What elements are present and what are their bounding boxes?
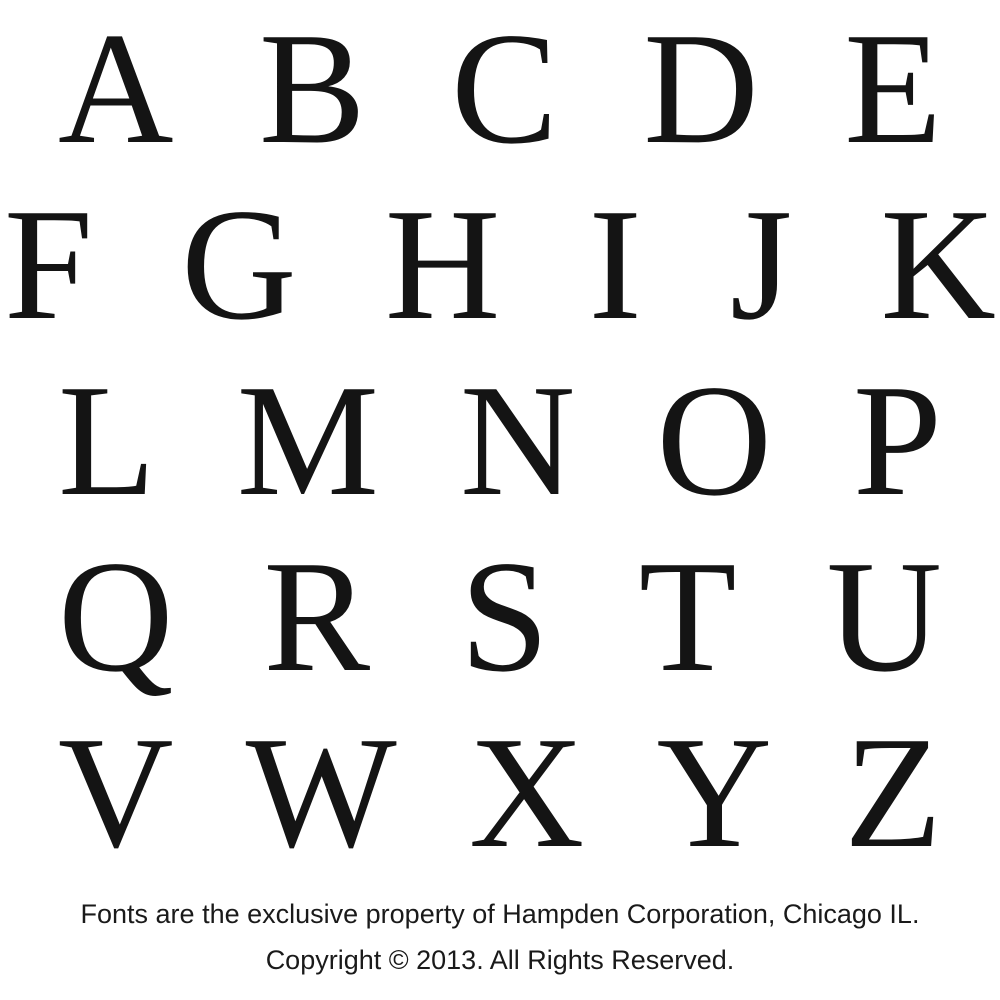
letter-E: E (844, 0, 942, 177)
letter-row-2 (0, 176, 1000, 352)
letter-Q: Q (58, 527, 174, 705)
letter-V: V (58, 703, 174, 881)
letter-row-5 (0, 704, 1000, 880)
letter-row-4 (0, 528, 1000, 704)
letter-row-1 (0, 0, 1000, 176)
letter-R: R (263, 527, 371, 705)
letter-I: I (588, 175, 642, 353)
letter-H: H (384, 175, 501, 353)
letter-O: O (656, 351, 772, 529)
letter-P: P (852, 351, 942, 529)
letter-K: K (880, 175, 996, 353)
letter-N: N (459, 351, 576, 529)
letter-B: B (258, 0, 366, 177)
letter-X: X (468, 703, 585, 881)
letter-U: U (826, 527, 942, 705)
letter-Z: Z (844, 703, 942, 881)
letter-A: A (58, 0, 174, 177)
letter-C: C (451, 0, 558, 177)
letter-L: L (58, 351, 156, 529)
letter-S: S (459, 527, 549, 705)
letter-row-3 (0, 352, 1000, 528)
letter-Y: Y (656, 703, 773, 881)
letter-T: T (638, 527, 737, 705)
footer (0, 880, 1000, 1000)
letter-F: F (4, 175, 93, 353)
letter-M: M (236, 351, 379, 529)
footer-property-notice: Fonts are the exclusive property of Hampden Corporation, Chicago IL. (80, 899, 920, 929)
letter-W: W (245, 703, 397, 881)
letter-J: J (729, 175, 793, 353)
footer-copyright-notice: Copyright © 2013. All Rights Reserved. (265, 945, 735, 976)
letter-G: G (181, 175, 297, 353)
letter-D: D (643, 0, 759, 177)
